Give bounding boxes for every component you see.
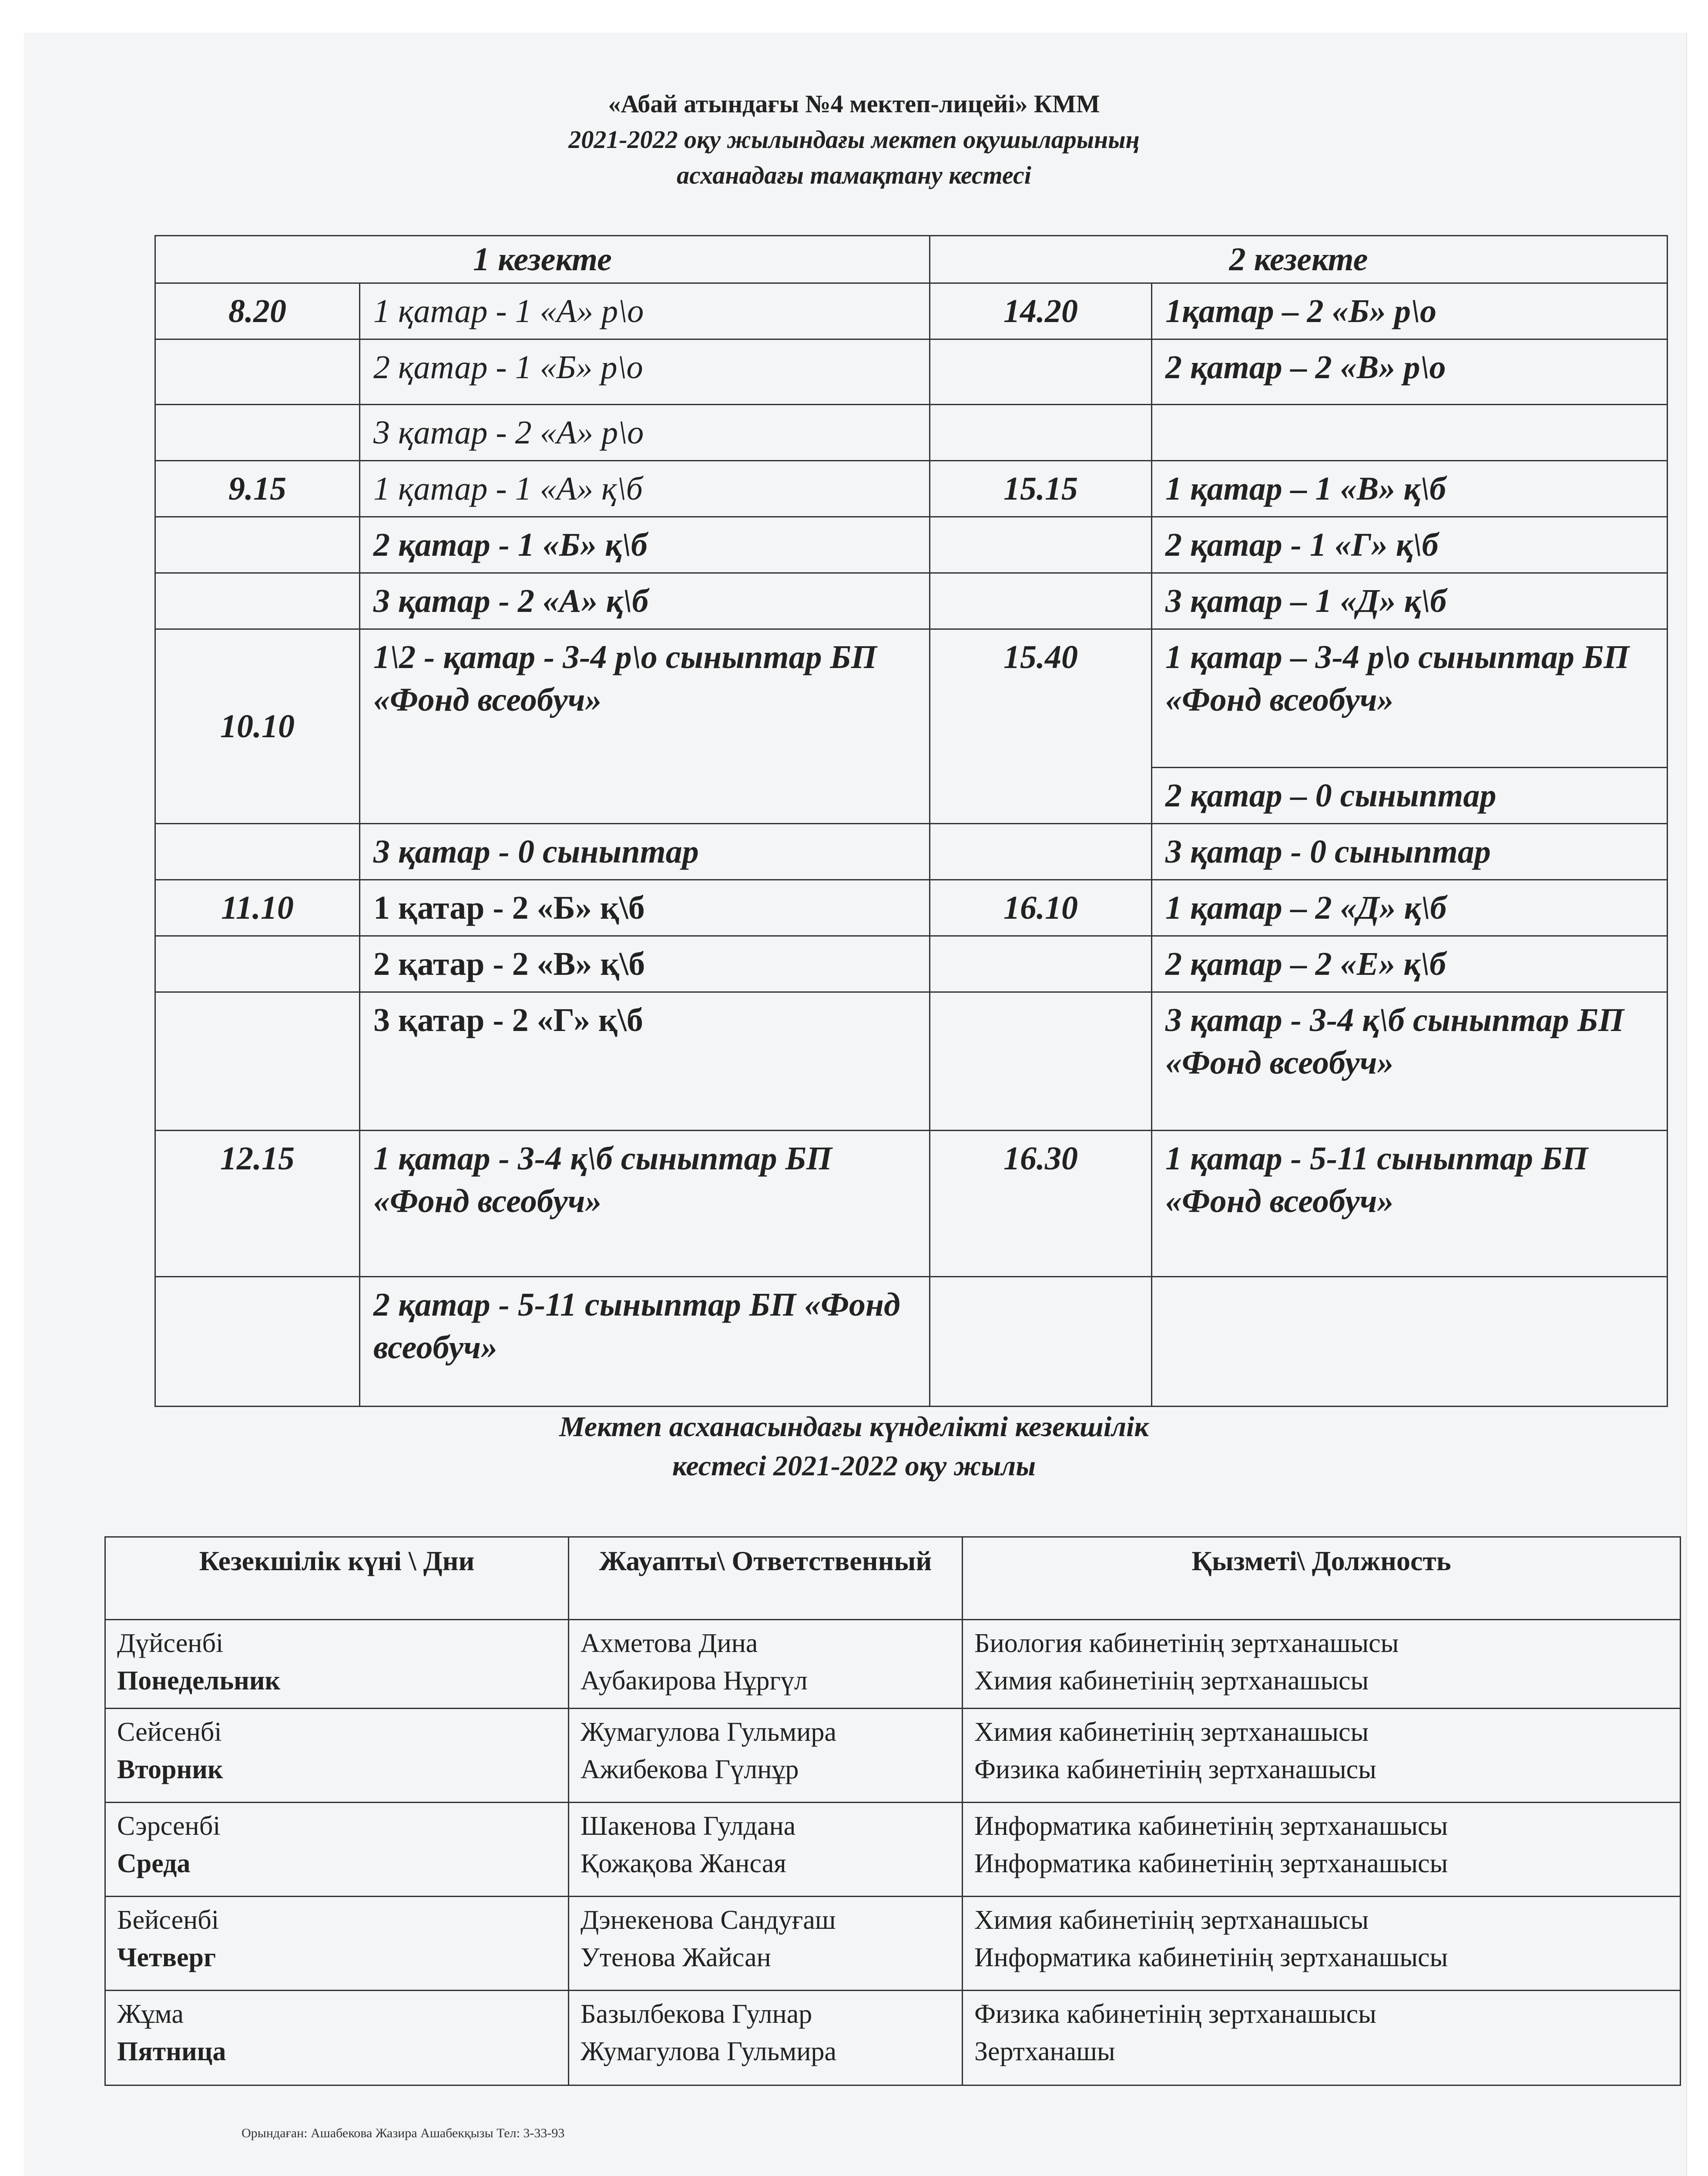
shift2-cell: 1қатар – 2 «Б» р\о	[1152, 283, 1668, 339]
shift2-cell: 2 қатар – 2 «Е» қ\б	[1152, 936, 1668, 992]
table-row	[105, 1897, 1681, 1991]
shift1-cell: 2 қатар - 1 «Б» р\о	[360, 339, 930, 405]
table-row	[155, 992, 1668, 1131]
day-ru: Пятница	[117, 2037, 226, 2066]
duty-title-line1: Мектеп асханасындағы күнделікті кезекшілік	[559, 1411, 1149, 1443]
person-name: Дэнекенова Сандуғаш	[581, 1905, 836, 1935]
table-row	[105, 1620, 1681, 1709]
day-ru: Четверг	[117, 1943, 216, 1972]
duty-title-line2: кестесі 2021-2022 оқу жылы	[672, 1450, 1036, 1482]
role-text: Информатика кабинетінің зертханашысы	[974, 1849, 1448, 1878]
person-name: Базылбекова Гулнар	[581, 1999, 812, 2029]
shift1-time: 9.15	[155, 461, 360, 517]
shift1-time	[155, 517, 360, 573]
day-kz: Сэрсенбі	[117, 1811, 221, 1841]
duty-role-cell	[963, 1803, 1681, 1897]
shift2-cell: 2 қатар – 2 «В» р\о	[1152, 339, 1668, 405]
shift1-time	[155, 824, 360, 880]
shift2-cell	[1152, 1277, 1668, 1407]
role-text: Химия кабинетінің зертханашысы	[974, 1666, 1369, 1696]
shift1-cell: 3 қатар - 2 «А» қ\б	[360, 573, 930, 629]
shift1-cell: 1 қатар - 1 «А» р\о	[360, 283, 930, 339]
shift1-time: 12.15	[155, 1131, 360, 1277]
shift1-time	[155, 992, 360, 1131]
table-row	[155, 339, 1668, 405]
school-name: «Абай атындағы №4 мектеп-лицейі» КММ	[608, 90, 1100, 118]
table-row	[155, 629, 1668, 768]
shift2-time: 15.40	[930, 629, 1152, 824]
role-text: Зертханашы	[974, 2037, 1115, 2066]
table-row	[155, 824, 1668, 880]
day-kz: Бейсенбі	[117, 1905, 219, 1935]
day-ru: Понедельник	[117, 1666, 281, 1696]
shift1-time	[155, 1277, 360, 1407]
person-name: Қожақова Жансая	[581, 1849, 786, 1878]
day-kz: Жұма	[117, 1999, 184, 2029]
shift2-time: 16.30	[930, 1131, 1152, 1277]
shift1-cell: 2 қатар - 1 «Б» қ\б	[360, 517, 930, 573]
shift1-time	[155, 405, 360, 461]
shift2-time	[930, 517, 1152, 573]
shift1-cell: 1\2 - қатар - 3-4 р\о сыныптар БП «Фонд всеобуч»	[360, 629, 930, 824]
table-row	[155, 517, 1668, 573]
shift1-time	[155, 573, 360, 629]
shift1-header: 1 кезекте	[155, 236, 930, 283]
meal-schedule-table	[154, 235, 1668, 1407]
table-row	[155, 461, 1668, 517]
day-ru: Вторник	[117, 1755, 223, 1784]
shift1-cell: 2 қатар - 2 «В» қ\б	[360, 936, 930, 992]
person-name: Утенова Жайсан	[581, 1943, 771, 1972]
shift2-time: 14.20	[930, 283, 1152, 339]
duty-day-cell	[105, 1709, 569, 1803]
duty-day-cell	[105, 1991, 569, 2085]
table-row	[155, 1131, 1668, 1277]
shift2-time	[930, 824, 1152, 880]
person-name: Ажибекова Гүлнұр	[581, 1755, 799, 1784]
shift1-time: 10.10	[155, 629, 360, 824]
shift2-time	[930, 573, 1152, 629]
duty-person-cell	[569, 1991, 963, 2085]
shift1-time	[155, 936, 360, 992]
shift2-cell: 3 қатар - 3-4 қ\б сыныптар БП «Фонд всеобуч»	[1152, 992, 1668, 1131]
shift1-cell: 3 қатар - 2 «Г» қ\б	[360, 992, 930, 1131]
day-kz: Сейсенбі	[117, 1717, 222, 1747]
role-text: Физика кабинетінің зертханашысы	[974, 1755, 1376, 1784]
day-ru: Среда	[117, 1849, 191, 1878]
table-row	[105, 1709, 1681, 1803]
duty-header-responsible: Жауапты\ Ответственный	[569, 1537, 963, 1620]
shift1-time: 11.10	[155, 880, 360, 936]
shift1-time	[155, 339, 360, 405]
shift2-cell: 2 қатар - 1 «Г» қ\б	[1152, 517, 1668, 573]
duty-header-position: Қызметі\ Должность	[963, 1537, 1681, 1620]
duty-schedule-table	[104, 1536, 1681, 2086]
schedule-title-line2: асханадағы тамақтану кестесі	[677, 161, 1031, 189]
duty-person-cell	[569, 1620, 963, 1709]
duty-day-cell	[105, 1620, 569, 1709]
shift2-cell	[1152, 405, 1668, 461]
shift2-header: 2 кезекте	[930, 236, 1668, 283]
person-name: Ахметова Дина	[581, 1629, 758, 1658]
shift1-cell: 1 қатар - 1 «А» қ\б	[360, 461, 930, 517]
shift2-time: 16.10	[930, 880, 1152, 936]
shift2-time: 15.15	[930, 461, 1152, 517]
table-row	[155, 573, 1668, 629]
shift2-time	[930, 1277, 1152, 1407]
person-name: Жумагулова Гульмира	[581, 2037, 837, 2066]
table-row	[155, 405, 1668, 461]
shift2-cell: 1 қатар - 5-11 сыныптар БП «Фонд всеобуч»	[1152, 1131, 1668, 1277]
shift1-cell: 1 қатар - 2 «Б» қ\б	[360, 880, 930, 936]
duty-person-cell	[569, 1709, 963, 1803]
shift2-cell: 1 қатар – 1 «В» қ\б	[1152, 461, 1668, 517]
duty-role-cell	[963, 1897, 1681, 1991]
table-row	[155, 236, 1668, 283]
shift2-cell: 1 қатар – 2 «Д» қ\б	[1152, 880, 1668, 936]
role-text: Химия кабинетінің зертханашысы	[974, 1717, 1369, 1747]
table-row	[155, 1277, 1668, 1407]
role-text: Физика кабинетінің зертханашысы	[974, 1999, 1376, 2029]
footer-note: Орындаған: Ашабекова Жазира Ашабекқызы Тел: 3-33-93	[242, 2126, 565, 2140]
shift2-cell: 1 қатар – 3-4 р\о сыныптар БП «Фонд всеобуч»	[1152, 629, 1668, 768]
table-row	[105, 1537, 1681, 1620]
day-kz: Дүйсенбі	[117, 1629, 224, 1658]
role-text: Биология кабинетінің зертханашысы	[974, 1629, 1399, 1658]
shift2-cell: 3 қатар – 1 «Д» қ\б	[1152, 573, 1668, 629]
shift2-cell: 3 қатар - 0 сыныптар	[1152, 824, 1668, 880]
shift2-time	[930, 936, 1152, 992]
shift2-time	[930, 405, 1152, 461]
duty-role-cell	[963, 1991, 1681, 2085]
shift1-cell: 2 қатар - 5-11 сыныптар БП «Фонд всеобуч»	[360, 1277, 930, 1407]
shift2-time	[930, 992, 1152, 1131]
shift2-time	[930, 339, 1152, 405]
shift1-cell: 3 қатар - 2 «А» р\о	[360, 405, 930, 461]
duty-person-cell	[569, 1803, 963, 1897]
table-row	[105, 1803, 1681, 1897]
table-row	[155, 936, 1668, 992]
duty-role-cell	[963, 1620, 1681, 1709]
table-row	[105, 1991, 1681, 2085]
shift1-cell: 1 қатар - 3-4 қ\б сыныптар БП «Фонд всеобуч»	[360, 1131, 930, 1277]
person-name: Жумагулова Гульмира	[581, 1717, 837, 1747]
person-name: Аубакирова Нұргүл	[581, 1666, 808, 1696]
role-text: Химия кабинетінің зертханашысы	[974, 1905, 1369, 1935]
shift1-time: 8.20	[155, 283, 360, 339]
duty-day-cell	[105, 1803, 569, 1897]
duty-role-cell	[963, 1709, 1681, 1803]
shift2-cell: 2 қатар – 0 сыныптар	[1152, 768, 1668, 824]
schedule-title-line1: 2021-2022 оқу жылындағы мектеп оқушыларының	[568, 125, 1140, 154]
shift1-cell: 3 қатар - 0 сыныптар	[360, 824, 930, 880]
table-row	[155, 283, 1668, 339]
person-name: Шакенова Гулдана	[581, 1811, 796, 1841]
role-text: Информатика кабинетінің зертханашысы	[974, 1811, 1448, 1841]
duty-header-day: Кезекшілік күні \ Дни	[105, 1537, 569, 1620]
table-row	[155, 880, 1668, 936]
duty-person-cell	[569, 1897, 963, 1991]
role-text: Информатика кабинетінің зертханашысы	[974, 1943, 1448, 1972]
duty-day-cell	[105, 1897, 569, 1991]
